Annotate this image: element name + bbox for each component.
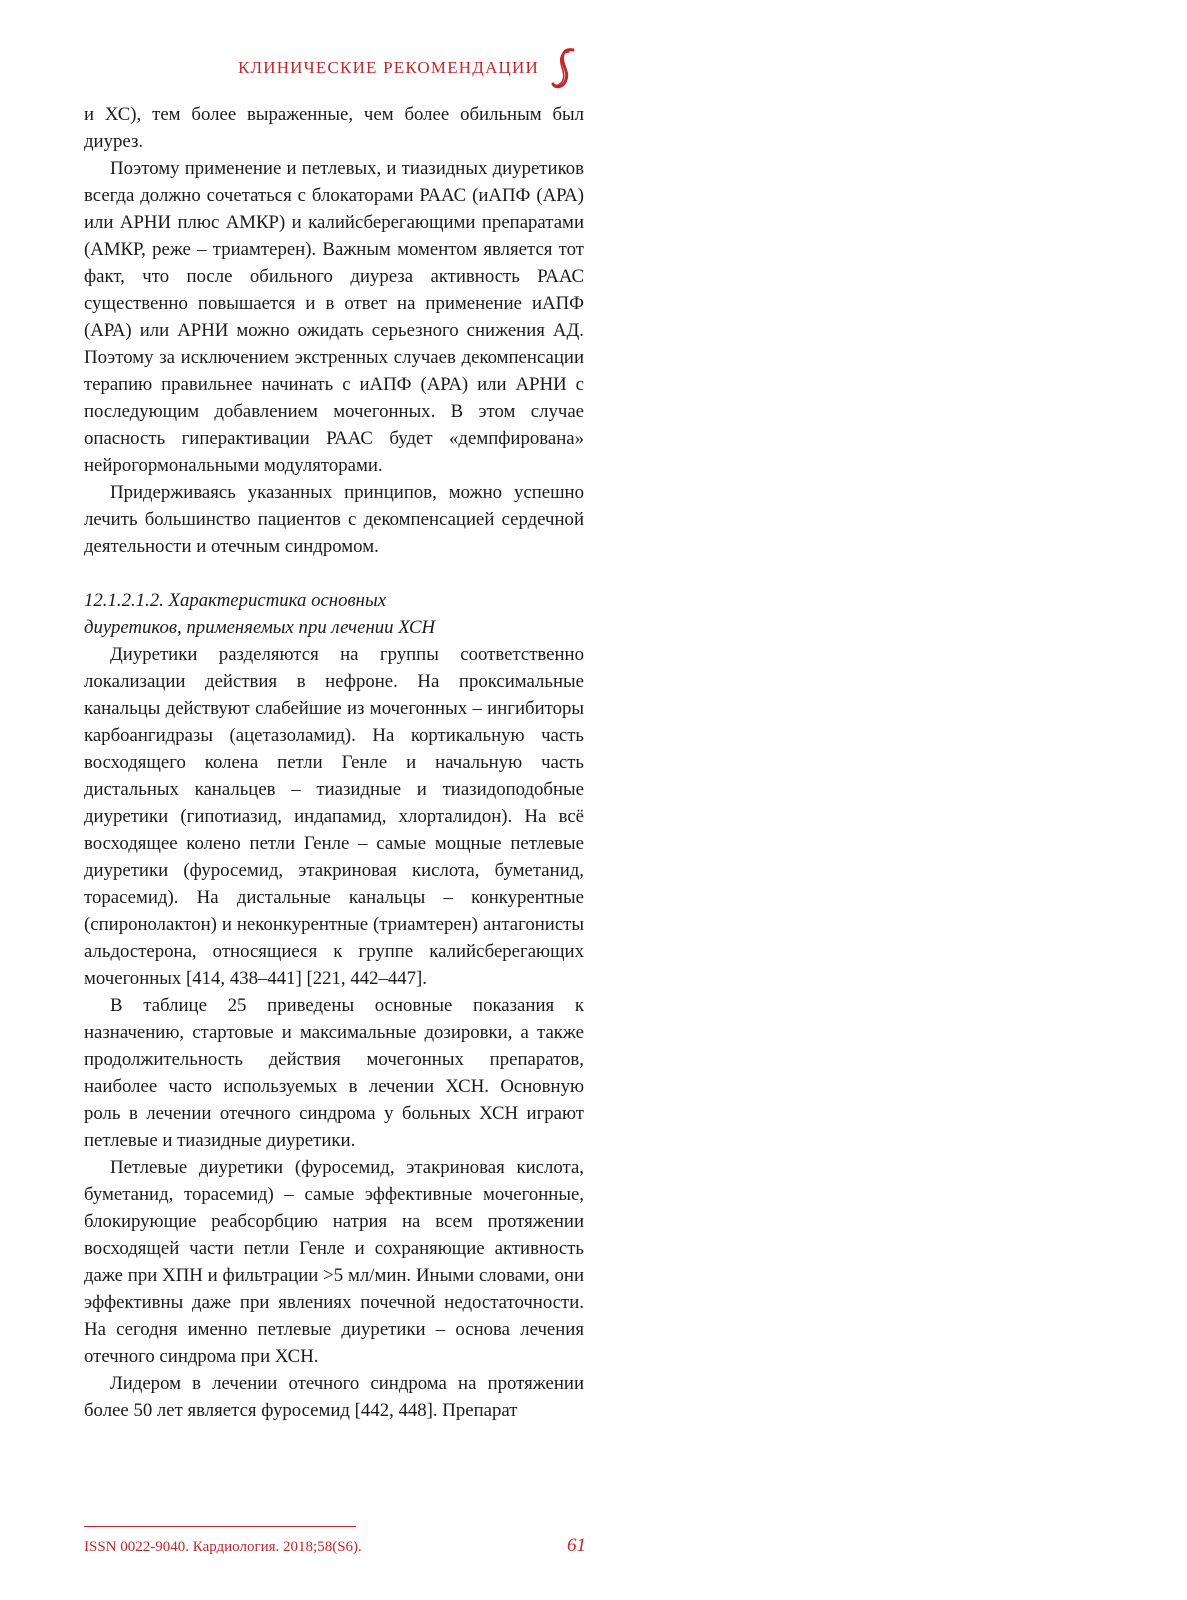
integral-s-logo-icon [545,46,585,90]
paragraph-4: Диуретики разделяются на группы соответственно локализации действия в нефроне. На проксимальные канальцы действуют слабейшие из мочегонных – ингибиторы карбоангидразы (ацетазоламид). На кортикальную часть восходящего колена петли Генле и начальную часть дистальных канальцев – тиазидные и тиазидоподобные диуретики (гипотиазид, индапамид, хлорталидон). На всё восходящее колено петли Генле – самые мощные петлевые диуретики (фуросемид, этакриновая кислота, буметанид, торасемид). На дистальные канальцы – конкурентные (спиронолактон) и неконкурентные (триамтерен) антагонисты альдостерона, относящиеся к группе калийсберегающих мочегонных [414, 438–441] [221, 442–447]. [84,644,584,989]
section-heading [84,587,584,641]
paragraph-7: Лидером в лечении отечного синдрома на протяжении более 50 лет является фуросемид [442, 448]. Препарат [84,1373,584,1421]
page-number: 61 [567,1535,586,1556]
footer-rule [84,1526,356,1527]
paragraph-6: Петлевые диуретики (фуросемид, этакриновая кислота, буметанид, торасемид) – самые эффективные мочегонные, блокирующие реабсорбцию натрия на всем протяжении восходящей части петли Генле и сохраняющие активность даже при ХПН и фильтрации >5 мл/мин. Иными словами, они эффективны даже при явлениях почечной недостаточности. На сегодня именно петлевые диуретики – основа лечения отечного синдрома при ХСН. [84,1157,584,1367]
paragraph-2: Поэтому применение и петлевых, и тиазидных диуретиков всегда должно сочетаться с блокаторами РААС (иАПФ (АРА) или АРНИ плюс АМКР) и калийсберегающими препаратами (АМКР, реже – триамтерен). Важным моментом является тот факт, что после обильного диуреза активность РААС существенно повышается и в ответ на применение иАПФ (АРА) или АРНИ можно ожидать серьезного снижения АД. Поэтому за исключением экстренных случаев декомпенсации терапию правильнее начинать с иАПФ (АРА) или АРНИ с последующим добавлением мочегонных. В этом случае опасность гиперактивации РААС будет «демпфирована» нейрогормональными модуляторами. [84,158,584,476]
page-footer [84,1526,586,1557]
text-column [84,101,584,1424]
paragraph-5: В таблице 25 приведены основные показания к назначению, стартовые и максимальные дозировки, а также продолжительность действия мочегонных препаратов, наиболее часто используемых в лечении ХСН. Основную роль в лечении отечного синдрома у больных ХСН играют петлевые и тиазидные диуретики. [84,995,584,1151]
section-heading-line-2: диуретиков, применяемых при лечении ХСН [84,617,436,638]
running-header [238,46,585,90]
paragraph-3: Придерживаясь указанных принципов, можно успешно лечить большинство пациентов с декомпенсацией сердечной деятельности и отечным синдромом. [84,482,584,557]
journal-citation: ISSN 0022-9040. Кардиология. 2018;58(S6). [84,1539,362,1555]
header-title: КЛИНИЧЕСКИЕ РЕКОМЕНДАЦИИ [237,58,539,77]
paragraph-1: и ХС), тем более выраженные, чем более обильным был диурез. [84,104,584,152]
section-heading-line-1: 12.1.2.1.2. Характеристика основных [84,590,387,611]
